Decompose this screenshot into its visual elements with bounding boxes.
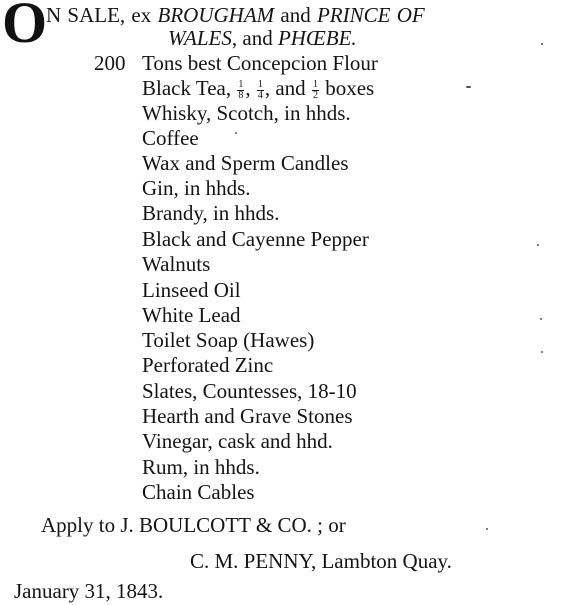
print-speck	[466, 86, 471, 88]
ship-name-phoebe: PHŒBE.	[277, 26, 357, 50]
date-line: January 31, 1843.	[14, 579, 164, 603]
fraction-half: $\frac{1}{2}$	[312, 78, 318, 101]
list-item: Hearth and Grave Stones	[142, 404, 353, 428]
ship-name-brougham: BROUGHAM	[157, 3, 275, 27]
heading-line-2	[168, 26, 357, 50]
list-item: Whisky, Scotch, in hhds.	[142, 101, 351, 125]
drop-cap: O	[2, 0, 48, 55]
heading-prefix: N SALE, ex	[46, 3, 158, 27]
list-item: Walnuts	[142, 252, 211, 276]
heading-and: and	[274, 3, 317, 27]
list-item: Gin, in hhds.	[142, 176, 251, 200]
ship-name-prince-of-wales-part1: PRINCE OF	[316, 3, 425, 27]
list-item-label: Black Tea,	[142, 76, 232, 100]
fraction-quarter: $\frac{1}{4}$	[257, 78, 263, 101]
list-item: Vinegar, cask and hhd.	[142, 429, 333, 453]
list-item-tea: Black Tea, $\frac{1}{8}$ , $\frac{1}{4}$ , and $\frac{1}{2}$ boxes	[142, 76, 375, 101]
print-speck	[235, 132, 237, 134]
list-item: Rum, in hhds.	[142, 455, 260, 479]
print-speck	[541, 351, 543, 353]
list-item: Slates, Countesses, 18-10	[142, 379, 357, 403]
list-item: White Lead	[142, 303, 241, 327]
heading-and-2: , and	[231, 26, 278, 50]
list-item: Black and Cayenne Pepper	[142, 227, 369, 251]
list-item: Coffee	[142, 126, 199, 150]
print-speck	[540, 318, 542, 320]
penny-line: C. M. PENNY, Lambton Quay.	[190, 549, 452, 573]
print-speck	[486, 528, 488, 530]
list-item: Linseed Oil	[142, 278, 241, 302]
fraction-eighth: $\frac{1}{8}$	[238, 78, 244, 101]
list-item: Tons best Concepcion Flour	[142, 51, 378, 75]
quantity: 200	[94, 51, 126, 75]
print-speck	[537, 244, 539, 246]
heading-line-1	[46, 3, 425, 27]
list-item: Toilet Soap (Hawes)	[142, 328, 315, 352]
apply-line: Apply to J. BOULCOTT & CO. ; or	[41, 513, 346, 537]
print-speck	[541, 43, 543, 45]
list-item: Brandy, in hhds.	[142, 201, 280, 225]
list-item: Chain Cables	[142, 480, 255, 504]
ship-name-prince-of-wales-part2: WALES	[168, 26, 232, 50]
list-item: Perforated Zinc	[142, 353, 274, 377]
list-item: Wax and Sperm Candles	[142, 151, 349, 175]
